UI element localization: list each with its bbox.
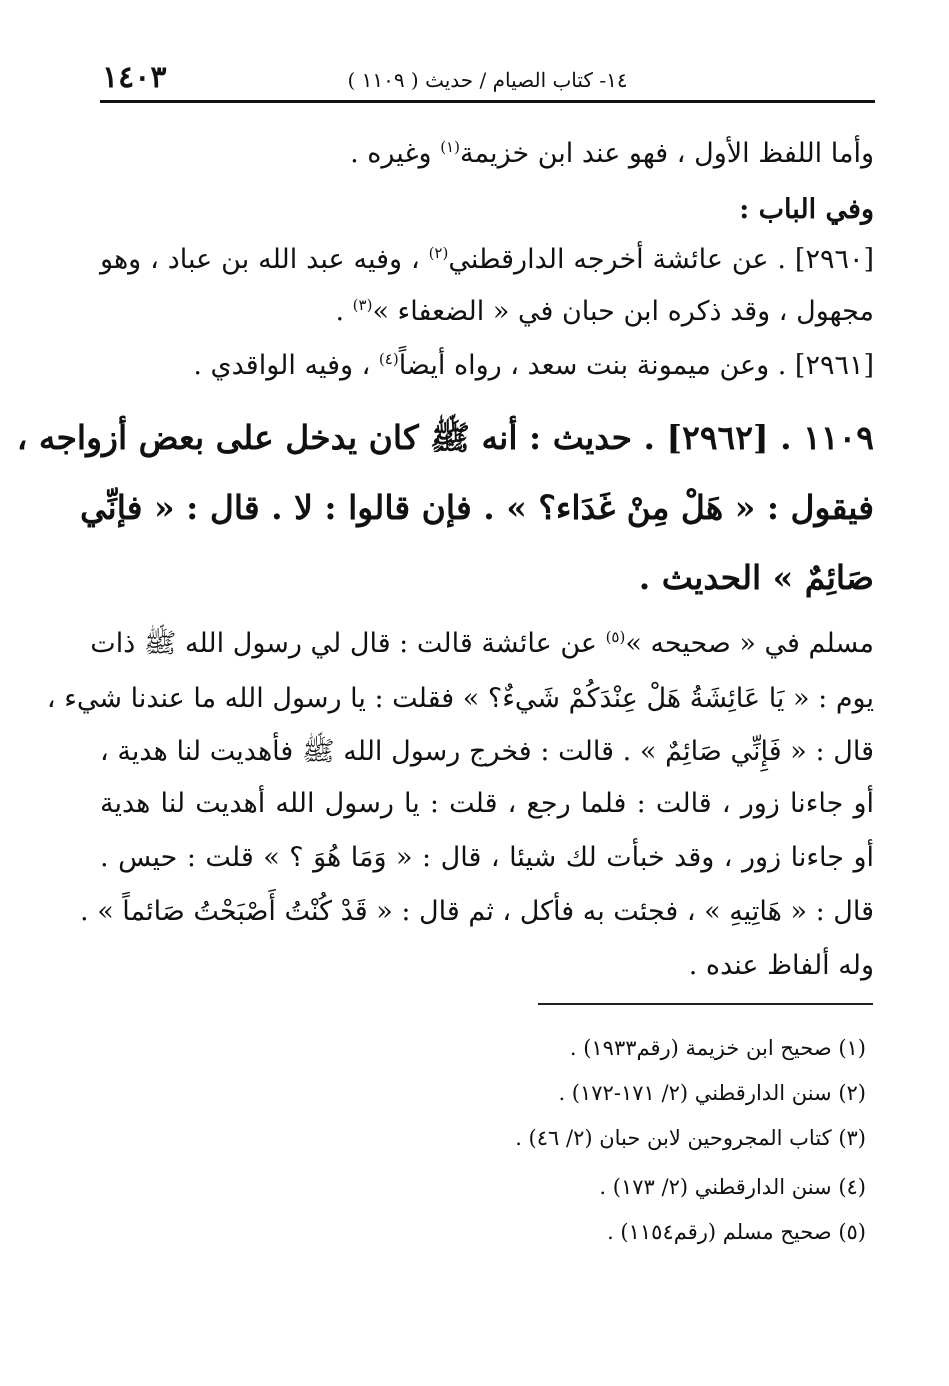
paragraph-line-5	[90, 628, 874, 660]
section-title: وفي الباب :	[739, 194, 874, 225]
text-segment: مسلم في « صحيحه »	[625, 628, 874, 659]
page-header	[100, 58, 875, 98]
text-segment: [٢٩٦١] . وعن ميمونة بنت سعد ، رواه أيضاً	[398, 350, 874, 381]
footnote-2: (٢) سنن الدارقطني (٢/ ١٧١-١٧٢) .	[558, 1081, 866, 1105]
hadith-line-3: صَائِمٌ » الحديث .	[638, 558, 874, 597]
paragraph-line-8: أو جاءنا زور ، قالت : فلما رجع ، قلت : يا رسول الله أهديت لنا هدية	[100, 788, 874, 819]
footnote-rule	[538, 1003, 873, 1005]
paragraph-line-3	[335, 296, 874, 328]
paragraph-line-2	[100, 244, 874, 276]
text-segment: عن عائشة قالت : قال لي رسول الله ﷺ ذات	[90, 628, 606, 659]
paragraph-line-6: يوم : « يَا عَائِشَةُ هَلْ عِنْدَكُمْ شَيءٌ؟ » فقلت : يا رسول الله ما عندنا شيء ،	[46, 683, 874, 714]
running-head: ١٤- كتاب الصيام / حديث ( ١١٠٩ )	[347, 68, 628, 92]
footnote-1: (١) صحيح ابن خزيمة (رقم١٩٣٣) .	[569, 1036, 866, 1060]
footnote-ref-3: (٣)	[352, 296, 373, 314]
text-segment: ، وفيه عبد الله بن عباد ، وهو	[100, 244, 429, 275]
text-segment: [٢٩٦٠] . عن عائشة أخرجه الدارقطني	[448, 244, 874, 275]
footnote-ref-5: (٥)	[605, 628, 626, 646]
paragraph-line-11: وله ألفاظ عنده .	[688, 950, 874, 981]
hadith-line-2: فيقول : « هَلْ مِنْ غَدَاء؟ » . فإن قالوا : لا . قال : « فإنِّي	[80, 488, 874, 527]
text-segment: وأما اللفظ الأول ، فهو عند ابن خزيمة	[459, 138, 874, 169]
paragraph-line-7: قال : « فَإِنِّي صَائِمٌ » . قالت : فخرج رسول الله ﷺ فأهديت لنا هدية ،	[100, 736, 874, 767]
hadith-line-1: ١١٠٩ . [٢٩٦٢] . حديث : أنه ﷺ كان يدخل على بعض أزواجه ،	[16, 418, 874, 457]
footnote-ref-1: (١)	[440, 138, 460, 156]
footnote-3: (٣) كتاب المجروحين لابن حبان (٢/ ٤٦) .	[515, 1126, 866, 1150]
text-segment: وغيره .	[350, 138, 441, 169]
paragraph-line-1	[350, 138, 874, 170]
page-number: ١٤٠٣	[102, 60, 167, 95]
header-rule	[100, 100, 875, 103]
paragraph-line-4	[193, 350, 874, 382]
footnote-ref-4: (٤)	[378, 350, 399, 368]
text-segment: ، وفيه الواقدي .	[193, 350, 379, 381]
footnote-5: (٥) صحيح مسلم (رقم١١٥٤) .	[607, 1220, 866, 1244]
footnote-ref-2: (٢)	[428, 244, 449, 262]
paragraph-line-9: أو جاءنا زور ، وقد خبأت لك شيئا ، قال : « وَمَا هُوَ ؟ » قلت : حيس .	[100, 842, 874, 873]
paragraph-line-10: قال : « هَاتِيهِ » ، فجئت به فأكل ، ثم قال : « قَدْ كُنْتُ أَصْبَحْتُ صَائماً » .	[80, 896, 874, 927]
text-segment: .	[335, 296, 353, 327]
text-segment: مجهول ، وقد ذكره ابن حبان في « الضعفاء »	[372, 296, 874, 327]
footnote-4: (٤) سنن الدارقطني (٢/ ١٧٣) .	[599, 1175, 866, 1199]
